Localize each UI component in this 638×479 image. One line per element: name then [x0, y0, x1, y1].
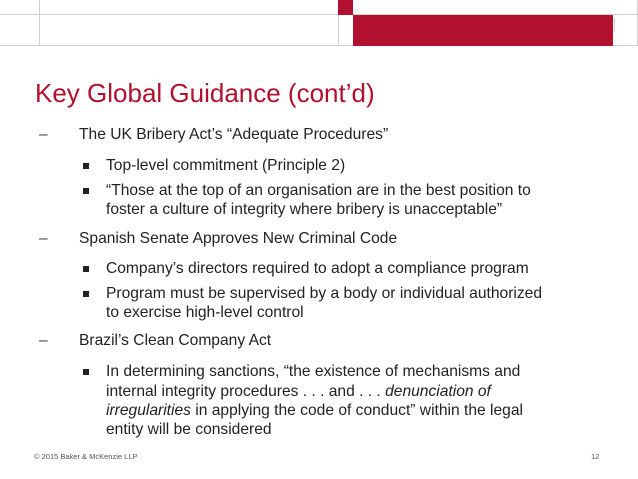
- dash-marker: –: [39, 230, 48, 247]
- bullet-marker: [83, 369, 89, 375]
- sub-list-item-cont: [106, 400, 523, 421]
- bullet-marker: [83, 188, 89, 194]
- deco-tick: [614, 18, 615, 32]
- footer-copyright: © 2015 Baker & McKenzie LLP: [34, 452, 138, 461]
- deco-cell: [338, 0, 638, 15]
- sub-list-item-cont: foster a culture of integrity where bribery is unacceptable”: [106, 201, 503, 218]
- list-item: Brazil’s Clean Company Act: [79, 332, 272, 349]
- sub-list-item: “Those at the top of an organisation are in the best position to: [106, 182, 531, 199]
- header-decoration: [0, 0, 638, 47]
- deco-cell: [0, 14, 40, 46]
- sub-list-item-cont: [106, 381, 491, 402]
- sub-list-item: Company’s directors required to adopt a compliance program: [106, 260, 529, 277]
- bullet-marker: [83, 163, 89, 169]
- italic-fragment: denunciation of: [385, 383, 491, 400]
- sub-list-item: Top-level commitment (Principle 2): [106, 157, 346, 174]
- text-fragment: internal integrity procedures . . . and . . .: [106, 383, 381, 400]
- dash-marker: –: [39, 126, 48, 143]
- sub-list-item-cont: to exercise high-level control: [106, 304, 304, 321]
- sub-list-item: Program must be supervised by a body or individual authorized: [106, 285, 542, 302]
- dash-marker: –: [39, 332, 48, 349]
- slide-title: Key Global Guidance (cont’d): [35, 78, 375, 108]
- text-fragment: in applying the code of conduct” within the legal: [195, 402, 523, 419]
- sub-list-item: In determining sanctions, “the existence of mechanisms and: [106, 363, 521, 380]
- deco-cell: [0, 0, 40, 15]
- sub-list-item-cont: entity will be considered: [106, 421, 272, 438]
- accent-square: [338, 0, 353, 15]
- bullet-marker: [83, 291, 89, 297]
- list-item: Spanish Senate Approves New Criminal Code: [79, 230, 398, 247]
- italic-fragment: irregularities: [106, 402, 191, 419]
- bullet-marker: [83, 266, 89, 272]
- page-number: 12: [591, 452, 600, 461]
- deco-cell: [39, 0, 339, 15]
- deco-cell: [39, 14, 339, 46]
- list-item: The UK Bribery Act’s “Adequate Procedures”: [79, 126, 389, 143]
- accent-bar: [353, 15, 613, 46]
